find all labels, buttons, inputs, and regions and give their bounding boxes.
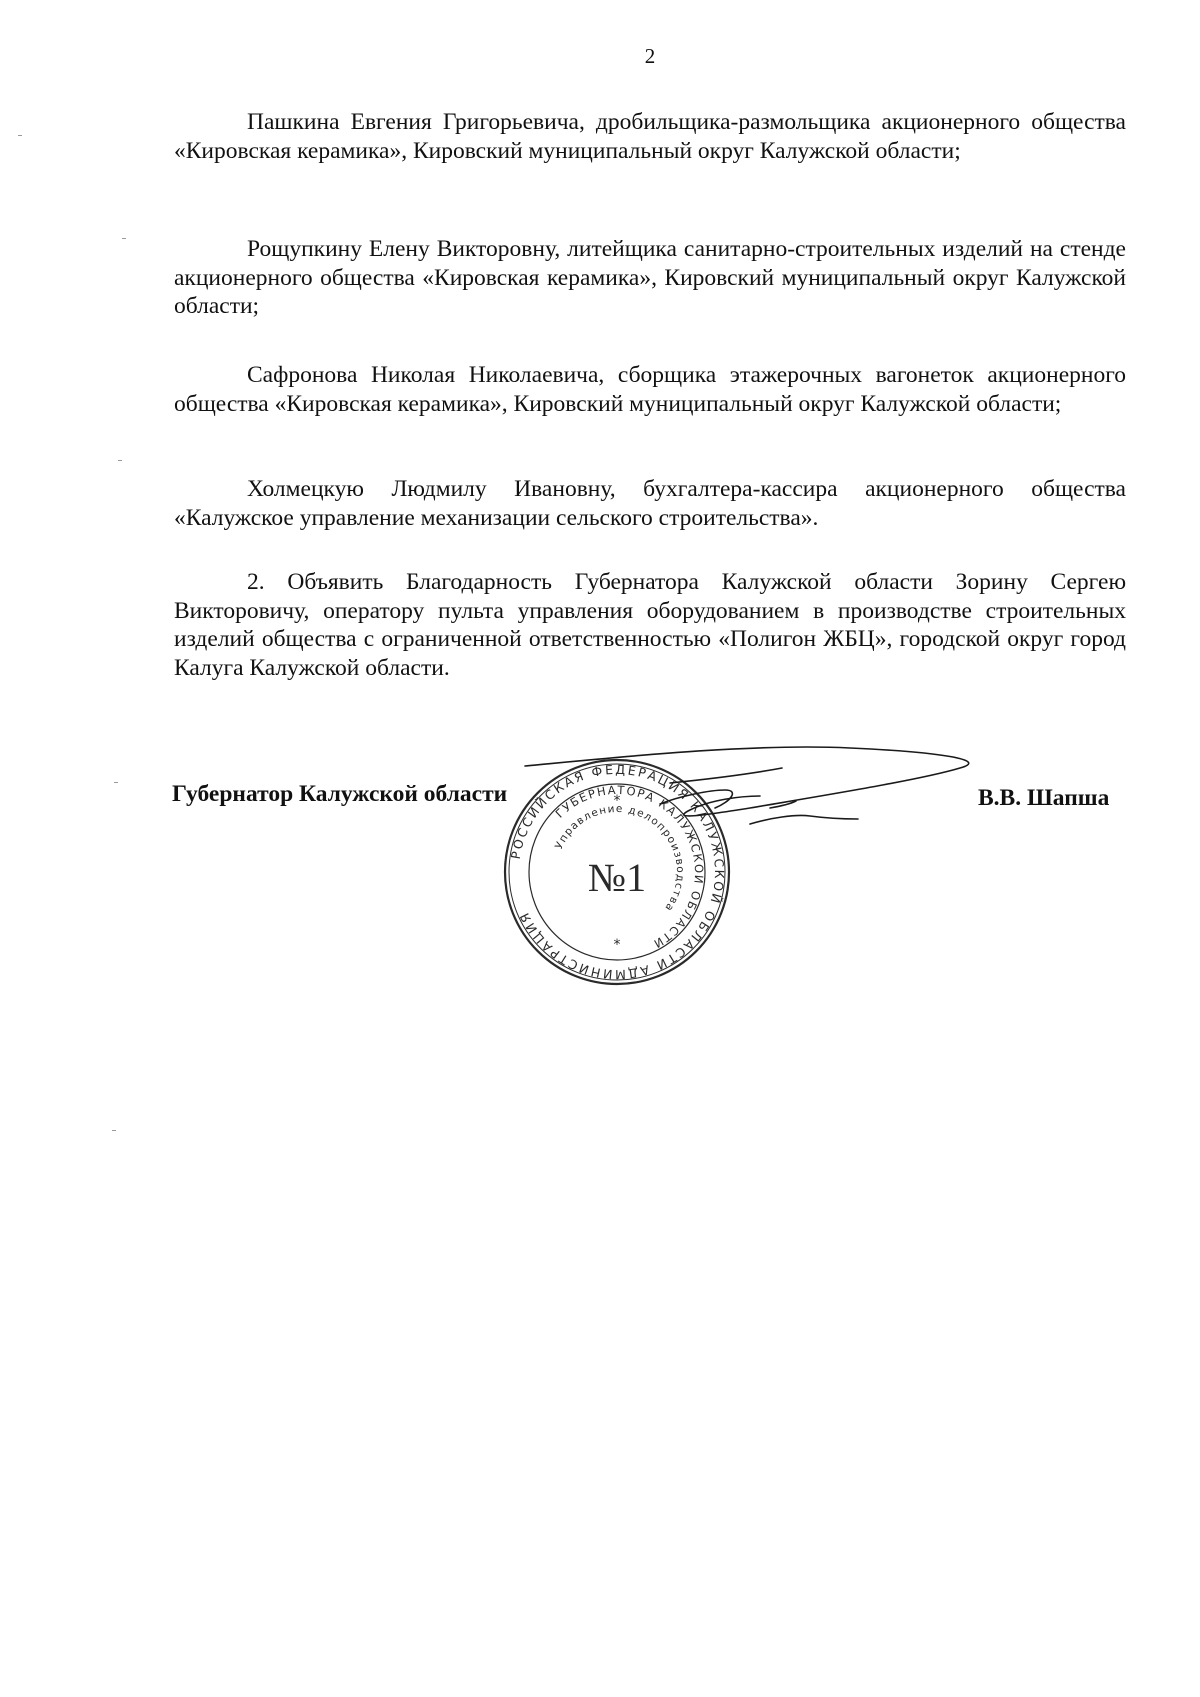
gratitude-paragraph-zorin: 2. Объявить Благодарность Губернатора Калужской области Зорину Сергею Викторовичу, оператору пульта управления оборудованием в производстве строительных изделий общества с ограниченной ответственностью «Полигон ЖБЦ», городской округ город Калуга Калужской области. [174, 569, 1126, 681]
signatory-position: Губернатор Калужской области [172, 781, 508, 807]
page-number: 2 [644, 44, 656, 68]
seal-middle-text: ГУБЕРНАТОРА КАЛУЖСКОЙ ОБЛАСТИ [552, 782, 707, 952]
seal-outer-text: РОССИЙСКАЯ ФЕДЕРАЦИЯ КАЛУЖСКОЙ ОБЛАСТИ АДМИНИСТРАЦИЯ [507, 761, 728, 983]
scan-margin-mark [112, 1130, 116, 1131]
award-paragraph-safronov: Сафронова Николая Николаевича, сборщика этажерочных вагонеток акционерного общества «Кировская керамика», Кировский муниципальный округ Калужской области; [174, 362, 1126, 417]
scan-margin-mark [122, 238, 126, 239]
scan-margin-mark [114, 782, 118, 783]
scan-margin-mark [118, 460, 122, 461]
award-paragraph-pashkin: Пашкина Евгения Григорьевича, дробильщика-размольщика акционерного общества «Кировская керамика», Кировский муниципальный округ Калужской области; [174, 109, 1126, 164]
seal-inner-text: Управление делопроизводства [552, 802, 687, 915]
seal-star-icon: * [613, 937, 621, 953]
scan-margin-mark [18, 135, 22, 136]
award-paragraph-roshchupkina: Рощупкину Елену Викторовну, литейщика санитарно-строительных изделий на стенде акционерного общества «Кировская керамика», Кировский муниципальный округ Калужской области; [174, 236, 1126, 319]
handwritten-signature [520, 738, 1000, 848]
signatory-name: В.В. Шапша [978, 785, 1110, 811]
seal-center-number: №1 [587, 855, 647, 900]
award-paragraph-kholmetskaya: Холмецкую Людмилу Ивановну, бухгалтера-кассира акционерного общества «Калужское управление механизации сельского строительства». [174, 476, 1126, 531]
seal-star-icon-top: * [613, 793, 621, 809]
